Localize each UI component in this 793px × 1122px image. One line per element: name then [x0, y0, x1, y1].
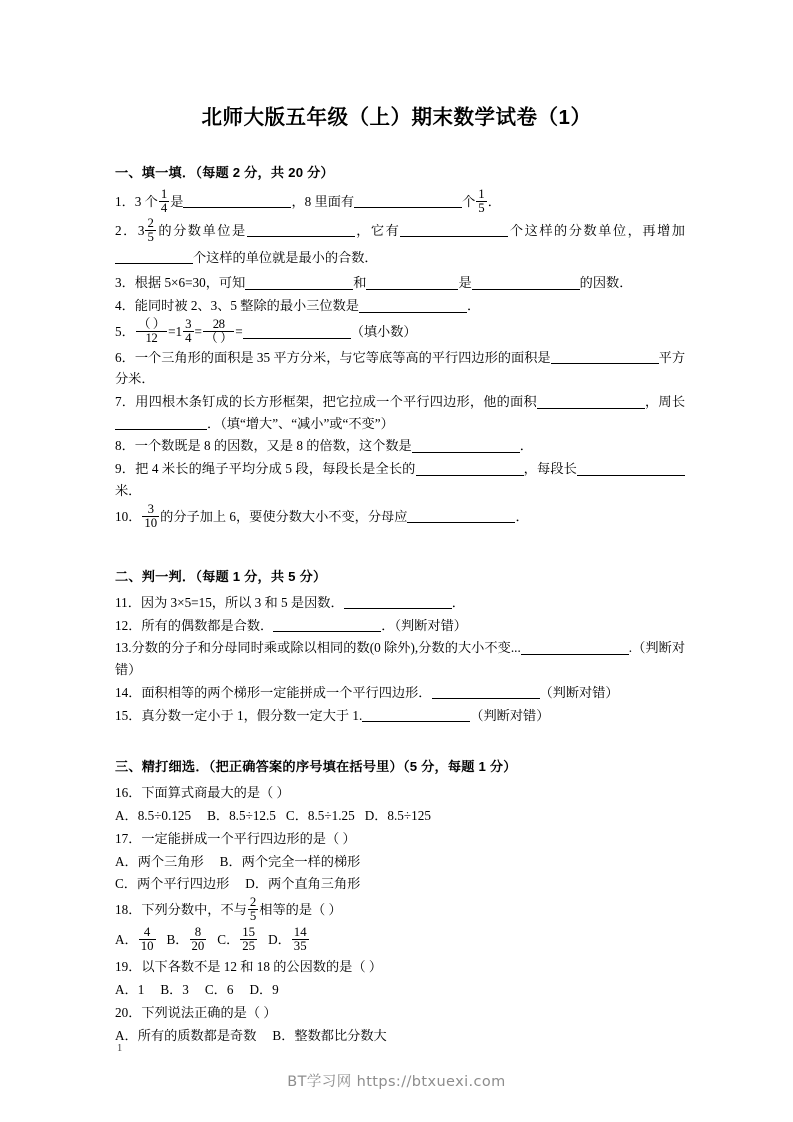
question-5-fraction-b: $\frac{3}{4}$	[185, 317, 192, 346]
question-6-text-b: 平方分米．	[115, 349, 686, 387]
question-1	[115, 188, 685, 215]
question-18-option-d-label[interactable]: D．	[268, 932, 291, 947]
question-2-mixed-number	[137, 215, 157, 244]
question-17	[115, 828, 685, 849]
question-3-number: 3．	[115, 275, 135, 291]
question-19-option-a[interactable]: A．1	[115, 982, 145, 998]
question-3-text-b: 和	[353, 275, 367, 291]
question-14-number: 14．	[115, 684, 142, 700]
question-15-blank-1[interactable]	[362, 708, 470, 722]
question-13-text-b: .（判断对错）	[115, 640, 686, 677]
question-1-fraction-1: $\frac{1}{4}$	[160, 187, 168, 216]
question-11	[115, 592, 685, 613]
question-19-options	[115, 979, 685, 1000]
question-2-fraction: $\frac{2}{5}$	[147, 215, 154, 244]
question-9-blank-2[interactable]	[577, 462, 685, 476]
question-14-blank-1[interactable]	[432, 686, 540, 700]
question-9-text-b: ，每段长	[523, 461, 578, 477]
question-19	[115, 956, 685, 977]
question-3-text-d: 的因数．	[579, 275, 633, 291]
question-5-eq-3: =	[235, 324, 243, 340]
question-13-number: 13.	[115, 640, 132, 656]
question-7-text-c: ．（填“增大”、“减小”或“不变”）	[207, 415, 394, 431]
question-1-text-e: ．	[487, 194, 501, 209]
watermark: BT学习网 https://btxuexi.com	[287, 1074, 506, 1090]
question-16-option-c[interactable]: C．8.5÷1.25	[285, 807, 355, 823]
question-17-option-a[interactable]: A．两个三角形	[115, 853, 204, 869]
question-2-blank-3[interactable]	[115, 251, 193, 265]
question-2-text-d: 个这样的单位就是最小的合数．	[193, 249, 378, 265]
question-11-text-a: 因为 3×5=15，所以 3 和 5 是因数．	[140, 594, 344, 610]
question-17-option-c[interactable]: C．两个平行四边形	[115, 876, 230, 892]
question-8-blank-1[interactable]	[412, 439, 520, 453]
section-heading-true-false: 二、判一判．（每题 1 分，共 5 分）	[115, 568, 327, 584]
question-7	[115, 391, 685, 434]
question-17-stem: 一定能拼成一个平行四边形的是（ ）	[141, 830, 356, 846]
question-2-blank-2[interactable]	[400, 224, 508, 238]
question-18-fraction: $\frac{2}{5}$	[249, 895, 257, 924]
question-5-eq-1: =1	[168, 324, 183, 340]
question-17-option-d[interactable]: D．两个直角三角形	[245, 876, 361, 892]
question-2-blank-1[interactable]	[247, 224, 355, 238]
question-18-options	[115, 925, 685, 955]
question-17-options-row-2	[115, 873, 685, 894]
question-3-blank-3[interactable]	[472, 276, 580, 290]
question-17-options-row-1	[115, 851, 685, 872]
question-12-text-a: 所有的偶数都是合数．	[141, 617, 274, 633]
question-4	[115, 295, 685, 316]
question-3	[115, 272, 685, 293]
question-2-whole: 3	[137, 222, 145, 238]
question-2	[115, 217, 685, 271]
question-2-number: 2．	[115, 222, 138, 238]
question-19-option-d[interactable]: D．9	[249, 982, 279, 998]
question-9-number: 9．	[115, 461, 136, 477]
question-20	[115, 1002, 685, 1023]
question-15-text-a: 真分数一定小于 1，假分数一定大于 1.	[141, 707, 363, 723]
question-3-text-a: 根据 5×6=30，可知	[134, 275, 246, 291]
question-3-blank-1[interactable]	[245, 276, 353, 290]
question-18-number: 18．	[115, 902, 142, 918]
question-10	[115, 503, 685, 530]
question-18	[115, 896, 685, 923]
question-5	[115, 318, 685, 345]
question-5-fraction-a: $\frac{( )}{12}$	[137, 317, 166, 346]
question-13-text-a: 分数的分子和分母同时乘或除以相同的数(0 除外),分数的大小不变...	[131, 640, 521, 656]
question-19-option-c[interactable]: C．6	[204, 982, 234, 998]
question-10-blank-1[interactable]	[407, 509, 515, 523]
question-13-blank-1[interactable]	[521, 641, 629, 655]
question-18-option-a-label[interactable]: A．	[115, 932, 138, 947]
question-1-text-d: 个	[462, 194, 476, 209]
question-16-options	[115, 805, 685, 826]
question-4-blank-1[interactable]	[359, 299, 467, 313]
question-4-number: 4．	[115, 298, 135, 314]
question-8-number: 8．	[115, 438, 135, 454]
question-10-number: 10．	[115, 508, 142, 524]
question-5-number: 5．	[115, 324, 135, 340]
question-6-text-a: 一个三角形的面积是 35 平方分米，与它等底等高的平行四边形的面积是	[134, 349, 551, 365]
question-16-option-b[interactable]: B．8.5÷12.5	[207, 807, 276, 823]
question-5-blank-1[interactable]	[243, 325, 351, 339]
question-18-option-c-fraction[interactable]: $\frac{15}{25}$	[242, 925, 256, 954]
page-title: 北师大版五年级（上）期末数学试卷（1）	[201, 106, 592, 129]
section-heading-multiple-choice: 三、精打细选．（把正确答案的序号填在括号里）（5 分，每题 1 分）	[115, 758, 517, 774]
question-16-number: 16．	[115, 784, 142, 800]
question-1-text-a: 3 个	[134, 194, 158, 209]
question-4-text-a: 能同时被 2、3、5 整除的最小三位数是	[134, 298, 359, 314]
question-18-stem-b: 相等的是（ ）	[259, 902, 342, 918]
question-2-text-b: ，它有	[354, 222, 401, 238]
question-1-text-c: ，8 里面有	[291, 194, 355, 209]
question-20-option-b[interactable]: B．整数都比分数大	[272, 1027, 387, 1043]
question-10-fraction: $\frac{3}{10}$	[144, 501, 158, 530]
question-18-option-b-fraction[interactable]: $\frac{8}{20}$	[191, 925, 205, 954]
question-6-number: 6．	[115, 349, 135, 365]
question-18-option-d-fraction[interactable]: $\frac{14}{35}$	[293, 925, 307, 954]
question-2-text-a: 的分数单位是	[156, 222, 247, 238]
question-5-eq-2: =	[194, 324, 202, 340]
question-7-text-b: ，周长	[644, 394, 686, 410]
question-19-number: 19．	[115, 959, 142, 975]
question-1-fraction-2: $\frac{1}{5}$	[478, 187, 485, 216]
question-7-blank-1[interactable]	[537, 395, 645, 409]
question-3-blank-2[interactable]	[366, 276, 458, 290]
question-19-stem: 以下各数不是 12 和 18 的公因数的是（ ）	[141, 959, 383, 975]
question-12-number: 12．	[115, 617, 142, 633]
page-number: 1	[117, 1043, 123, 1054]
question-9-text-c: 米．	[115, 482, 142, 498]
question-2-text-c: 个这样的分数单位，再增加	[508, 222, 685, 238]
question-15	[115, 705, 685, 726]
question-16-option-d[interactable]: D．8.5÷125	[364, 807, 431, 823]
question-7-blank-2[interactable]	[115, 416, 207, 430]
question-11-blank-1[interactable]	[344, 596, 452, 610]
question-18-option-a-fraction[interactable]: $\frac{4}{10}$	[140, 925, 154, 954]
question-1-blank-1[interactable]	[183, 195, 291, 209]
question-11-text-b: ．	[451, 594, 465, 610]
question-18-option-b-label[interactable]: B．	[166, 932, 189, 947]
question-14-text-a: 面积相等的两个梯形一定能拼成一个平行四边形．	[141, 684, 432, 700]
question-11-number: 11．	[115, 594, 141, 610]
question-12	[115, 615, 685, 636]
question-9-text-a: 把 4 米长的绳子平均分成 5 段，每段长是全长的	[135, 461, 416, 477]
question-6	[115, 347, 685, 390]
question-15-text-b: （判断对错）	[470, 707, 550, 723]
question-12-text-b: ．（判断对错）	[381, 617, 467, 633]
question-16-stem: 下面算式商最大的是（ ）	[141, 784, 290, 800]
question-19-option-b[interactable]: B．3	[160, 982, 189, 998]
question-12-blank-1[interactable]	[273, 618, 381, 632]
question-18-stem-a: 下列分数中，不与	[141, 902, 247, 918]
question-20-option-a[interactable]: A．所有的质数都是奇数	[115, 1027, 257, 1043]
question-10-text-a: 的分子加上 6，要使分数大小不变，分母应	[160, 508, 408, 524]
question-14-text-b: （判断对错）	[539, 684, 619, 700]
question-17-option-b[interactable]: B．两个完全一样的梯形	[219, 853, 361, 869]
question-15-number: 15．	[115, 707, 142, 723]
question-8-text-a: 一个数既是 8 的因数，又是 8 的倍数，这个数是	[134, 438, 412, 454]
question-14	[115, 682, 685, 703]
question-9-blank-1[interactable]	[416, 462, 524, 476]
question-10-text-b: ．	[515, 508, 529, 524]
question-8-text-b: ．	[519, 438, 533, 454]
question-20-options	[115, 1025, 685, 1046]
question-1-number: 1．	[115, 194, 135, 209]
question-8	[115, 435, 685, 456]
question-20-stem: 下列说法正确的是（ ）	[141, 1004, 277, 1020]
question-5-tail: （填小数）	[350, 324, 417, 340]
question-18-option-c-label[interactable]: C．	[217, 932, 240, 947]
question-16	[115, 782, 685, 803]
question-20-number: 20．	[115, 1004, 142, 1020]
question-3-text-c: 是	[458, 275, 472, 291]
question-7-text-a: 用四根木条钉成的长方形框架，把它拉成一个平行四边形，他的面积	[135, 394, 537, 410]
question-1-text-b: 是	[170, 194, 184, 209]
question-7-number: 7．	[115, 394, 136, 410]
question-4-text-b: ．	[466, 298, 481, 314]
section-heading-fill-in: 一、填一填．（每题 2 分，共 20 分）	[115, 165, 334, 180]
question-6-blank-1[interactable]	[551, 351, 659, 365]
question-16-option-a[interactable]: A．8.5÷0.125	[115, 807, 192, 823]
question-1-blank-2[interactable]	[354, 195, 462, 209]
question-17-number: 17．	[115, 830, 142, 846]
question-5-fraction-c: $\frac{28}{( )}$	[204, 317, 233, 346]
question-13	[115, 637, 685, 680]
question-9	[115, 458, 685, 501]
exam-body	[0, 162, 793, 1046]
